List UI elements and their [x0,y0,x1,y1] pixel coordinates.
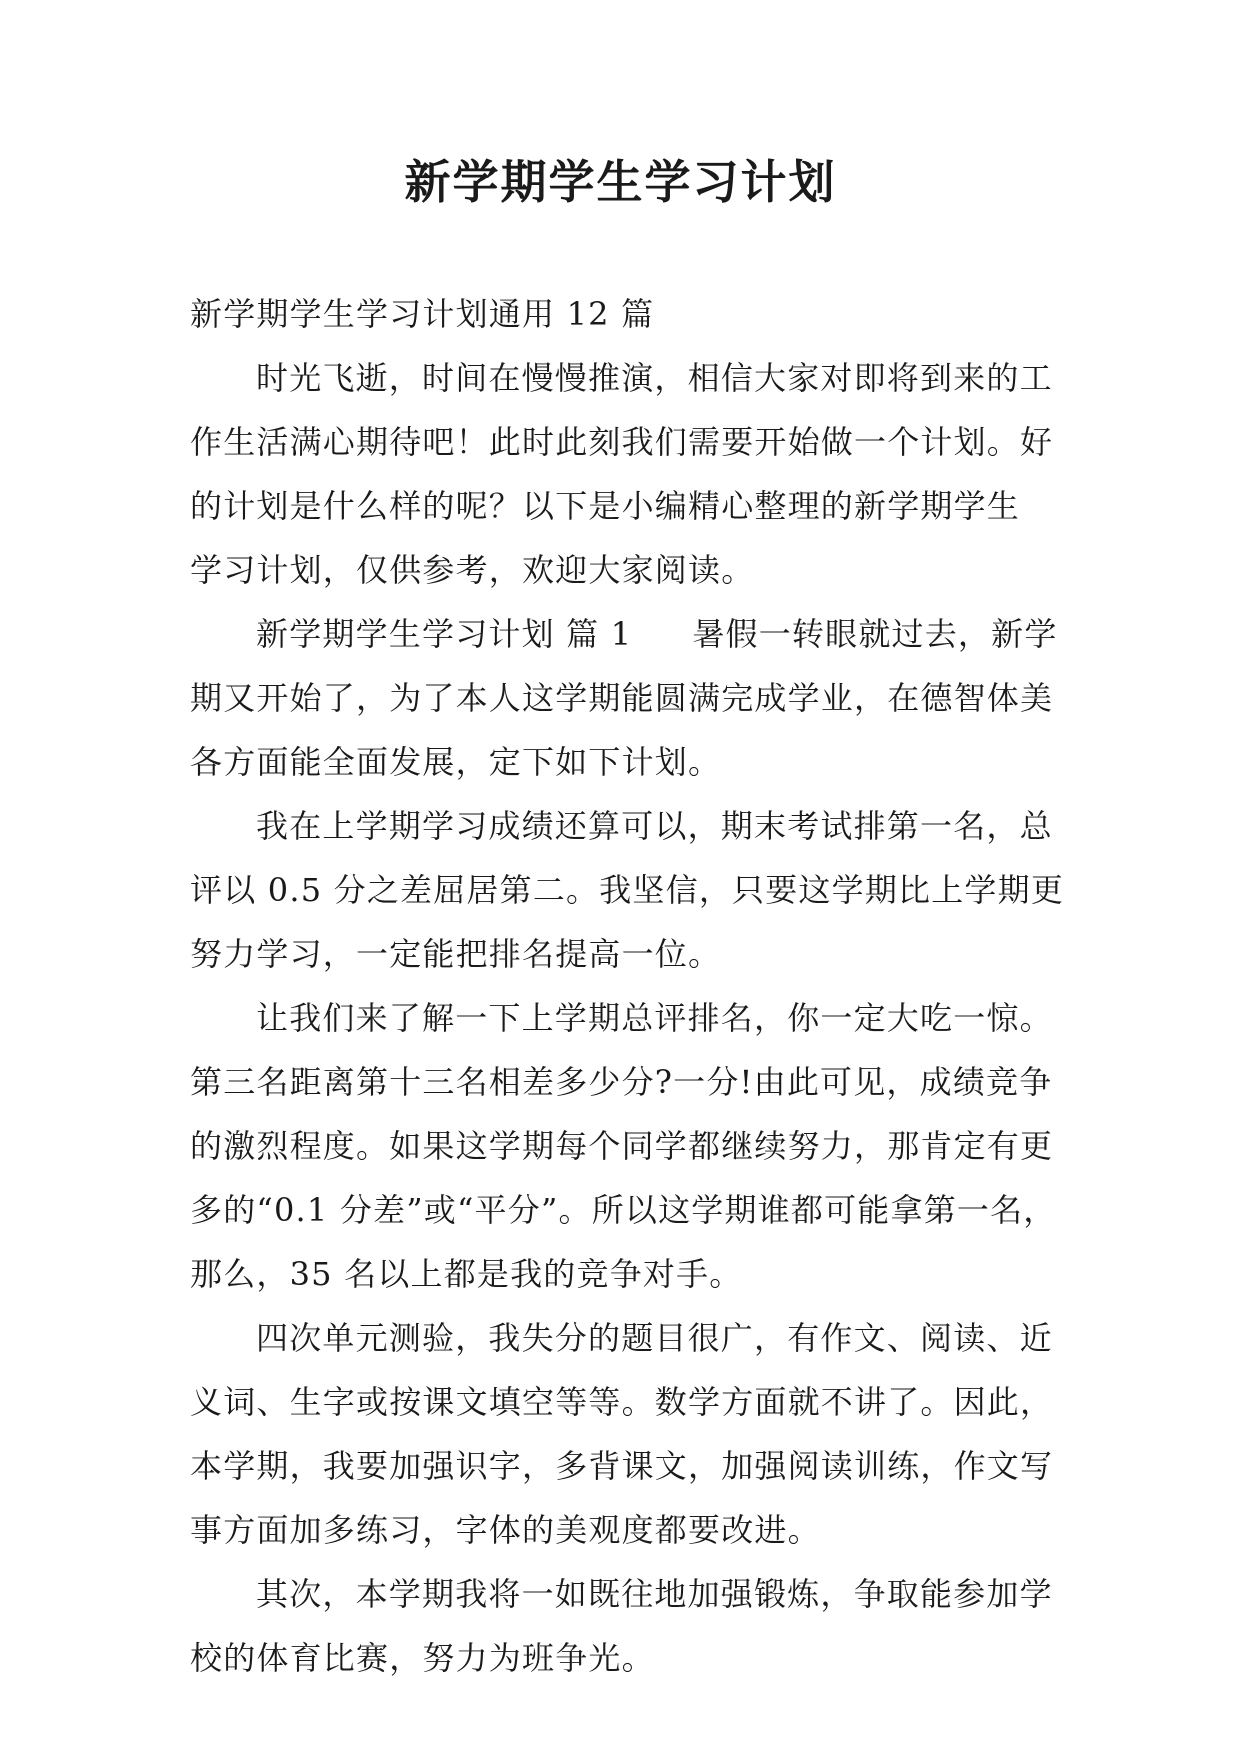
para-3-line-5: 那么，35 名以上都是我的竞争对手。 [190,1255,743,1293]
document-body [190,282,1065,1690]
para-4-line-4: 事方面加多练习，字体的美观度都要改进。 [190,1511,821,1549]
para-4-line-3: 本学期，我要加强识字，多背课文，加强阅读训练，作文写 [190,1447,1054,1485]
intro-line-4: 学习计划，仅供参考，欢迎大家阅读。 [190,551,755,589]
para-2-line-2: 评以 0.5 分之差屈居第二。我坚信，只要这学期比上学期更 [190,871,1065,909]
subtitle-line: 新学期学生学习计划通用 12 篇 [190,295,655,333]
intro-line-2: 作生活满心期待吧！此时此刻我们需要开始做一个计划。好 [190,423,1054,461]
para-3-line-2: 第三名距离第十三名相差多少分?一分!由此可见，成绩竞争 [190,1063,1053,1101]
para-4-line-1: 四次单元测验，我失分的题目很广，有作文、阅读、近 [256,1319,1053,1357]
para-5-line-2: 校的体育比赛，努力为班争光。 [190,1639,655,1677]
para-2-line-1: 我在上学期学习成绩还算可以，期末考试排第一名，总 [256,807,1053,845]
para-4-line-2: 义词、生字或按课文填空等等。数学方面就不讲了。因此， [190,1383,1054,1421]
section-1-line-2: 期又开始了，为了本人这学期能圆满完成学业，在德智体美 [190,679,1054,717]
para-3-line-1: 让我们来了解一下上学期总评排名，你一定大吃一惊。 [256,999,1053,1037]
para-3-line-3: 的激烈程度。如果这学期每个同学都继续努力，那肯定有更 [190,1127,1054,1165]
section-1-heading: 新学期学生学习计划 篇 1 [256,615,633,653]
intro-line-3: 的计划是什么样的呢？以下是小编精心整理的新学期学生 [190,487,1021,525]
document-title: 新学期学生学习计划 [404,155,837,209]
para-2-line-3: 努力学习，一定能把排名提高一位。 [190,935,722,973]
para-3-line-4: 多的“0.1 分差”或“平分”。所以这学期谁都可能拿第一名， [190,1191,1057,1229]
intro-line-1: 时光飞逝，时间在慢慢推演，相信大家对即将到来的工 [256,359,1053,397]
section-1-line-3: 各方面能全面发展，定下如下计划。 [190,743,722,781]
section-1-first-line [190,602,1056,666]
para-5-line-1: 其次，本学期我将一如既往地加强锻炼，争取能参加学 [256,1575,1053,1613]
section-1-line-1-text: 暑假一转眼就过去，新学 [692,615,1058,653]
